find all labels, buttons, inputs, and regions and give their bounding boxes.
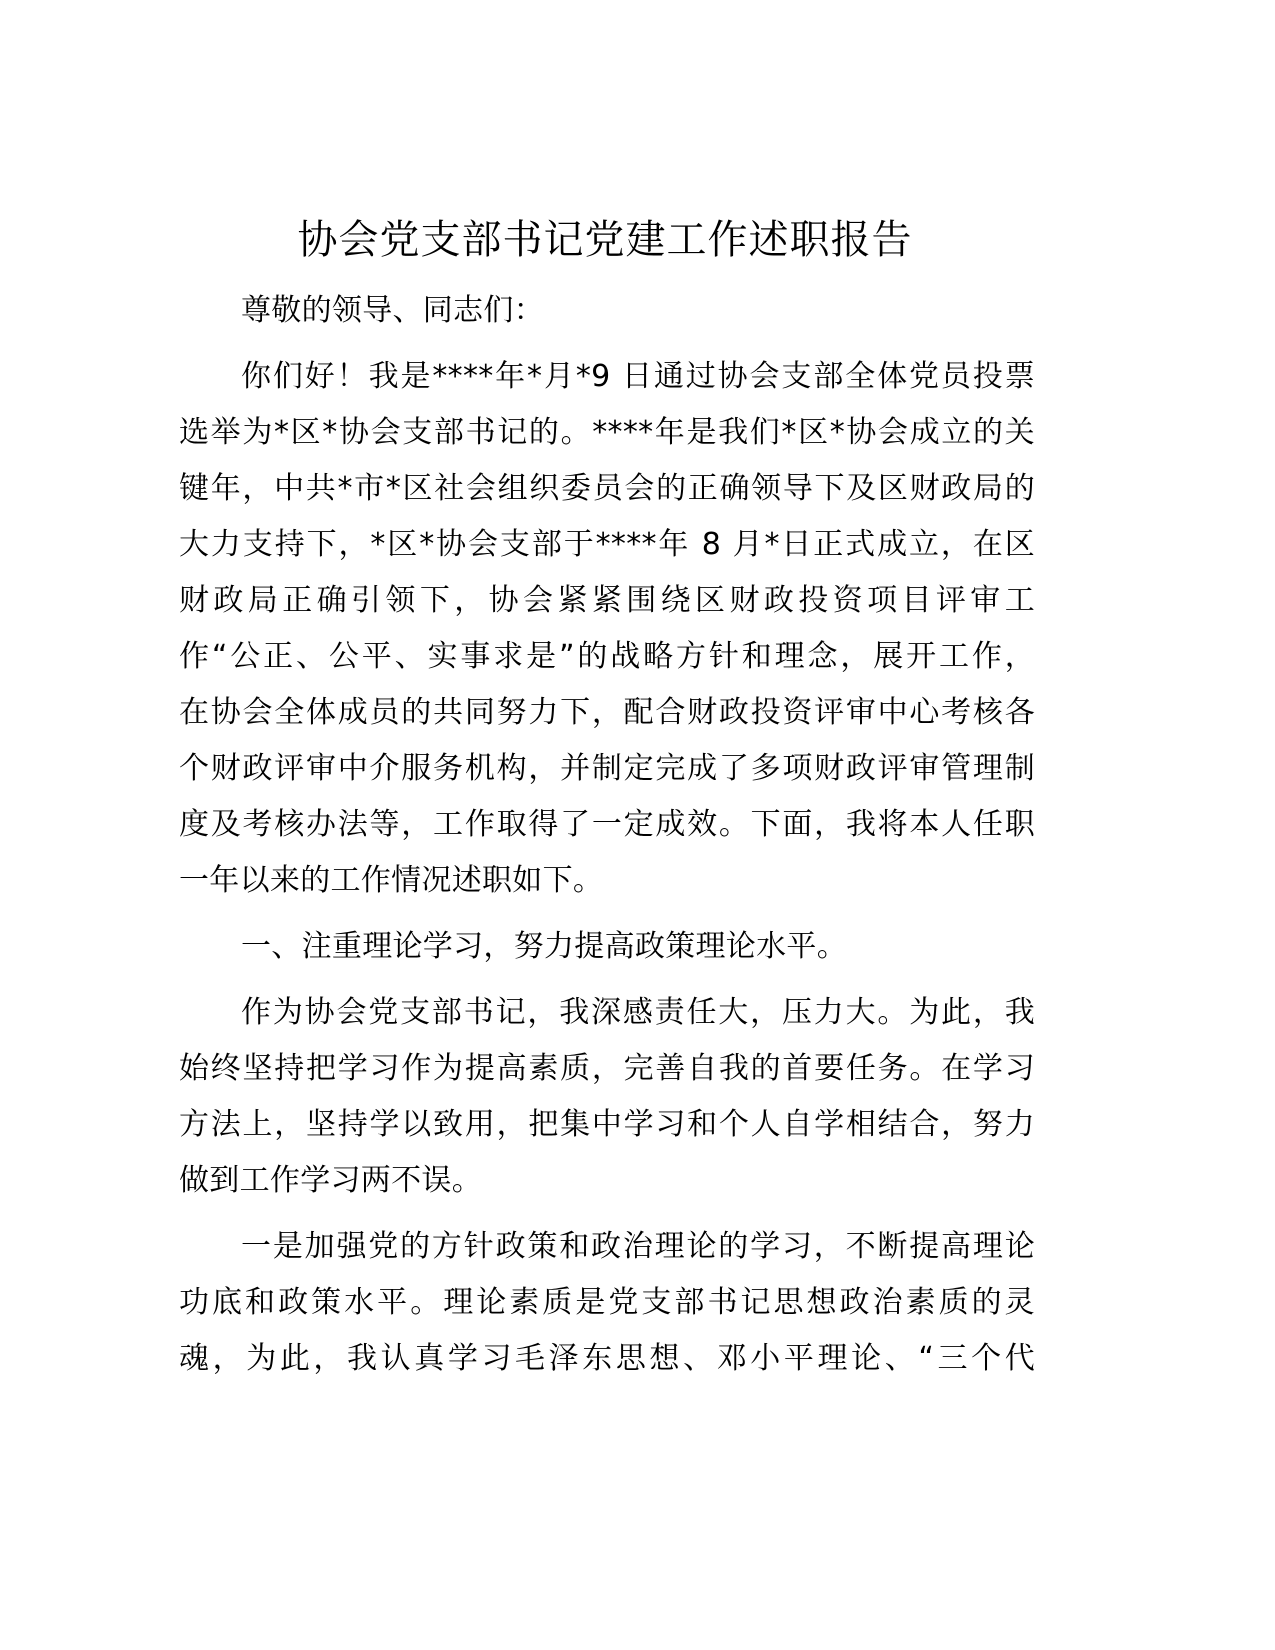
salutation-text: 尊敬的领导、同志们： <box>241 293 544 328</box>
text-line: 大力支持下，*区*协会支部于****年 8 月*日正式成立，在区 <box>179 527 1035 562</box>
document-body <box>179 283 1035 1387</box>
paragraph-point-1 <box>179 1219 1035 1387</box>
section-heading-1 <box>179 919 1035 975</box>
text-line: 在协会全体成员的共同努力下，配合财政投资评审中心考核各 <box>179 695 1035 730</box>
text-line: 作为协会党支部书记，我深感责任大，压力大。为此，我 <box>241 995 1035 1030</box>
section-heading-text: 一、注重理论学习，努力提高政策理论水平。 <box>241 929 847 964</box>
document-title: 协会党支部书记党建工作述职报告 <box>297 217 913 263</box>
text-line: 功底和政策水平。理论素质是党支部书记思想政治素质的灵 <box>179 1285 1035 1320</box>
paragraph-section-1 <box>179 985 1035 1209</box>
paragraph-intro <box>179 349 1035 909</box>
text-line: 选举为*区*协会支部书记的。****年是我们*区*协会成立的关 <box>179 415 1035 450</box>
text-line: 作“公正、公平、实事求是”的战略方针和理念，展开工作， <box>179 639 1035 674</box>
text-line: 始终坚持把学习作为提高素质，完善自我的首要任务。在学习 <box>179 1051 1035 1086</box>
text-line: 个财政评审中介服务机构，并制定完成了多项财政评审管理制 <box>179 751 1035 786</box>
text-line: 度及考核办法等，工作取得了一定成效。下面，我将本人任职 <box>179 807 1035 842</box>
text-line: 方法上，坚持学以致用，把集中学习和个人自学相结合，努力 <box>179 1107 1035 1142</box>
text-line: 魂，为此，我认真学习毛泽东思想、邓小平理论、“三个代 <box>179 1341 1035 1376</box>
text-line: 一是加强党的方针政策和政治理论的学习，不断提高理论 <box>241 1229 1035 1264</box>
text-line: 做到工作学习两不误。 <box>179 1163 482 1198</box>
salutation <box>179 283 1035 339</box>
text-line: 键年，中共*市*区社会组织委员会的正确领导下及区财政局的 <box>179 471 1035 506</box>
text-line: 你们好！我是****年*月*9 日通过协会支部全体党员投票 <box>241 359 1035 394</box>
text-line: 财政局正确引领下，协会紧紧围绕区财政投资项目评审工 <box>179 583 1035 618</box>
text-line: 一年以来的工作情况述职如下。 <box>179 863 604 898</box>
